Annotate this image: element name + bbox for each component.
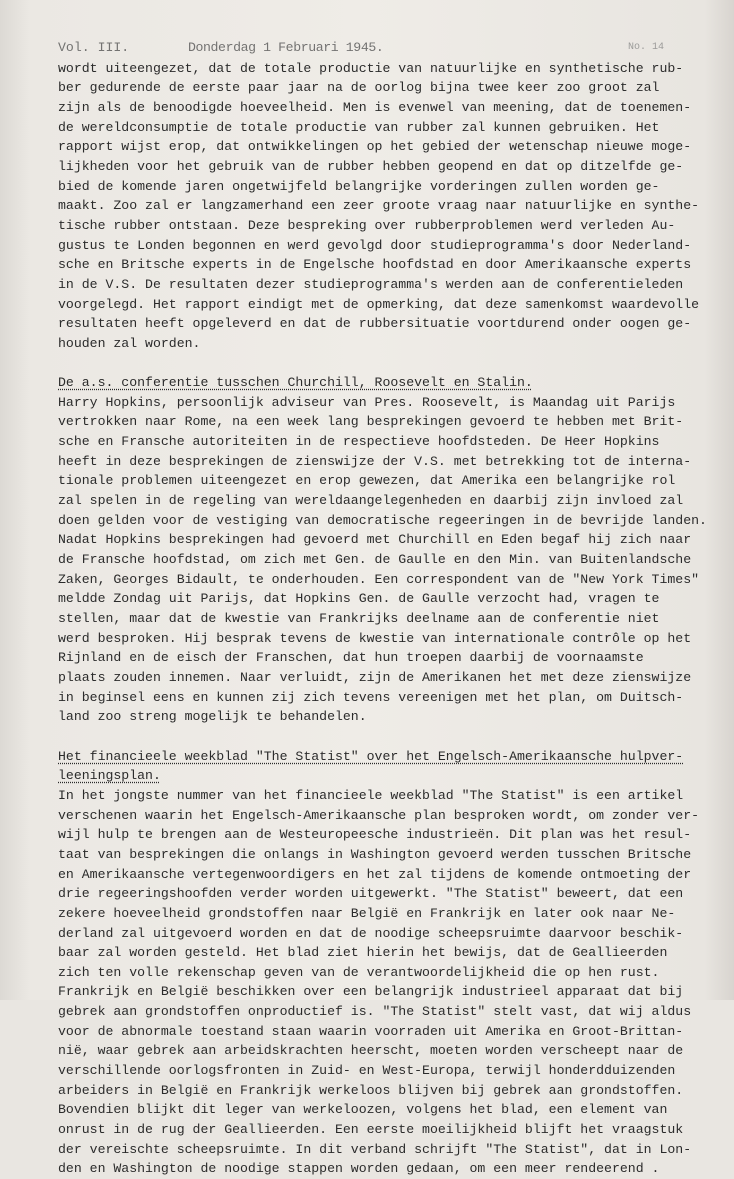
text-line: zal spelen in de regeling van wereldaangelegenheden en daarbij zijn invloed zal: [58, 493, 684, 509]
text-line: de Fransche hoofdstad, om zich met Gen. de Gaulle en den Min. van Buitenlandsche: [58, 552, 692, 568]
text-line: sche en Britsche experts in de Engelsche hoofdstad en door Amerikaansche experts: [58, 257, 692, 273]
text-line: nië, waar gebrek aan arbeidskrachten heerscht, moeten worden verscheept naar de: [58, 1043, 684, 1059]
text-line: rapport wijst erop, dat ontwikkelingen op het gebied der wetenschap nieuwe moge-: [58, 139, 692, 155]
text-line: land zoo streng mogelijk te behandelen.: [58, 709, 367, 725]
text-line: Nadat Hopkins besprekingen had gevoerd met Churchill en Eden begaf hij zich naar: [58, 532, 692, 548]
section-heading: leeningsplan.: [58, 768, 161, 784]
text-line: doen gelden voor de vestiging van democratische regeeringen in de bevrijde landen.: [58, 512, 707, 528]
text-line: lijkheden voor het gebruik van de rubber hebben geopend en dat op ditzelfde ge-: [58, 158, 684, 174]
text-line: zijn als de benoodigde hoeveelheid. Men is evenwel van meening, dat de toenemen-: [58, 99, 692, 115]
text-line: stellen, maar dat de kwestie van Frankrijks deelname aan de conferentie niet: [58, 611, 660, 627]
text-line: drie regeeringshoofden verder worden uitgewerkt. "The Statist" beweert, dat een: [58, 886, 684, 902]
text-line: resultaten heeft opgeleverd en dat de rubbersituatie voortdurend onder oogen ge-: [58, 316, 692, 332]
text-line: arbeiders in België en Frankrijk werkeloos blijven bij gebrek aan grondstoffen.: [58, 1082, 684, 1098]
text-line: en Amerikaansche vertegenwoordigers en het zal tijdens de komende ontmoeting der: [58, 866, 692, 882]
text-line: Bovendien blijkt dit leger van werkeloozen, volgens het blad, een element van: [58, 1102, 668, 1118]
text-line: Zaken, Georges Bidault, te onderhouden. Een correspondent van de "New York Times": [58, 571, 700, 587]
text-line: taat van besprekingen die onlangs in Washington gevoerd werden tusschen Britsche: [58, 846, 692, 862]
text-line: in beginsel eens en kunnen zij zich tevens vereenigen met het plan, om Duitsch-: [58, 689, 684, 705]
text-line: tionale problemen uiteengezet en erop gewezen, dat Amerika een belangrijke rol: [58, 473, 676, 489]
text-line: maakt. Zoo zal er langzamerhand een zeer groote vraag naar natuurlijke en synthe-: [58, 198, 700, 214]
paragraph: [58, 393, 718, 727]
paragraph: [58, 786, 718, 1179]
page-header: [58, 38, 718, 58]
text-line: verschenen waarin het Engelsch-Amerikaansche plan besproken wordt, om zonder ver-: [58, 807, 700, 823]
text-line: zekere hoeveelheid grondstoffen naar België en Frankrijk en later ook naar Ne-: [58, 905, 676, 921]
text-line: sche en Fransche autoriteiten in de respectieve hoofdsteden. De Heer Hopkins: [58, 434, 660, 450]
paragraph: [58, 59, 718, 354]
page-number: No. 14: [628, 42, 665, 53]
text-line: gustus te Londen begonnen en werd gevolgd door studieprogramma's door Nederland-: [58, 237, 692, 253]
text-line: onrust in de rug der Geallieerden. Een eerste moeilijkheid blijft het vraagstuk: [58, 1122, 684, 1138]
text-line: baar zal worden gesteld. Het blad ziet hierin het bewijs, dat de Geallieerden: [58, 945, 668, 961]
text-line: verschillende oorlogsfronten in Zuid- en West-Europa, terwijl honderdduizenden: [58, 1063, 676, 1079]
text-line: zich ten volle rekenschap geven van de verantwoordelijkheid die op hen rust.: [58, 964, 660, 980]
text-line: derland zal uitgevoerd worden en dat de noodige scheepsruimte daarvoor beschik-: [58, 925, 684, 941]
text-line: tische rubber ontstaan. Deze bespreking over rubberproblemen werd verleden Au-: [58, 217, 676, 233]
volume-label: Vol. III.: [58, 40, 130, 55]
text-line: voorgelegd. Het rapport eindigt met de opmerking, dat deze samenkomst waardevolle: [58, 296, 700, 312]
text-line: meldde Zondag uit Parijs, dat Hopkins Gen. de Gaulle verzocht had, vragen te: [58, 591, 660, 607]
section-gap: [58, 354, 718, 374]
text-line: werd besproken. Hij besprak tevens de kwestie van internationale contrôle op het: [58, 630, 692, 646]
text-line: den en Washington de noodige stappen worden gedaan, om een meer rendeerend .: [58, 1161, 660, 1177]
document-body: [58, 59, 718, 1179]
section-gap: [58, 727, 718, 747]
text-line: wordt uiteengezet, dat de totale productie van natuurlijke en synthetische rub-: [58, 60, 684, 76]
text-line: de wereldconsumptie de totale productie van rubber zal kunnen gebruiken. Het: [58, 119, 660, 135]
section-heading: Het financieele weekblad "The Statist" over het Engelsch-Amerikaansche hulpver-: [58, 748, 684, 764]
date-label: Donderdag 1 Februari 1945.: [188, 40, 384, 55]
text-line: wijl hulp te brengen aan de Westeuropeesche industrieën. Dit plan was het resul-: [58, 827, 692, 843]
text-line: plaats zouden innemen. Naar verluidt, zijn de Amerikanen het met deze zienswijze: [58, 669, 692, 685]
text-line: in de V.S. De resultaten dezer studieprogramma's werden aan de conferentieleden: [58, 276, 684, 292]
text-line: vertrokken naar Rome, na een week lang besprekingen gevoerd te hebben met Brit-: [58, 414, 684, 430]
text-line: heeft in deze besprekingen de zienswijze der V.S. met betrekking tot de interna-: [58, 453, 692, 469]
text-line: gebrek aan grondstoffen onproductief is. "The Statist" stelt vast, dat wij aldus: [58, 1004, 692, 1020]
text-line: voor de abnormale toestand staan waarin voorraden uit Amerika en Groot-Brittan-: [58, 1023, 684, 1039]
text-line: Harry Hopkins, persoonlijk adviseur van Pres. Roosevelt, is Maandag uit Parijs: [58, 394, 676, 410]
section-heading: De a.s. conferentie tusschen Churchill, Roosevelt en Stalin.: [58, 375, 533, 391]
text-line: ber gedurende de eerste paar jaar na de oorlog bijna twee keer zoo groot zal: [58, 80, 660, 96]
text-line: houden zal worden.: [58, 335, 201, 351]
text-line: bied de komende jaren ongetwijfeld belangrijke vorderingen zullen worden ge-: [58, 178, 660, 194]
text-line: Rijnland en de eisch der Franschen, dat hun troepen daarbij de voornaamste: [58, 650, 644, 666]
text-line: der vereischte scheepsruimte. In dit verband schrijft "The Statist", dat in Lon-: [58, 1141, 692, 1157]
typewritten-text: [58, 38, 718, 1179]
text-line: In het jongste nummer van het financieele weekblad "The Statist" is een artikel: [58, 787, 684, 803]
text-line: Frankrijk en België beschikken over een belangrijk industrieel apparaat dat bij: [58, 984, 684, 1000]
